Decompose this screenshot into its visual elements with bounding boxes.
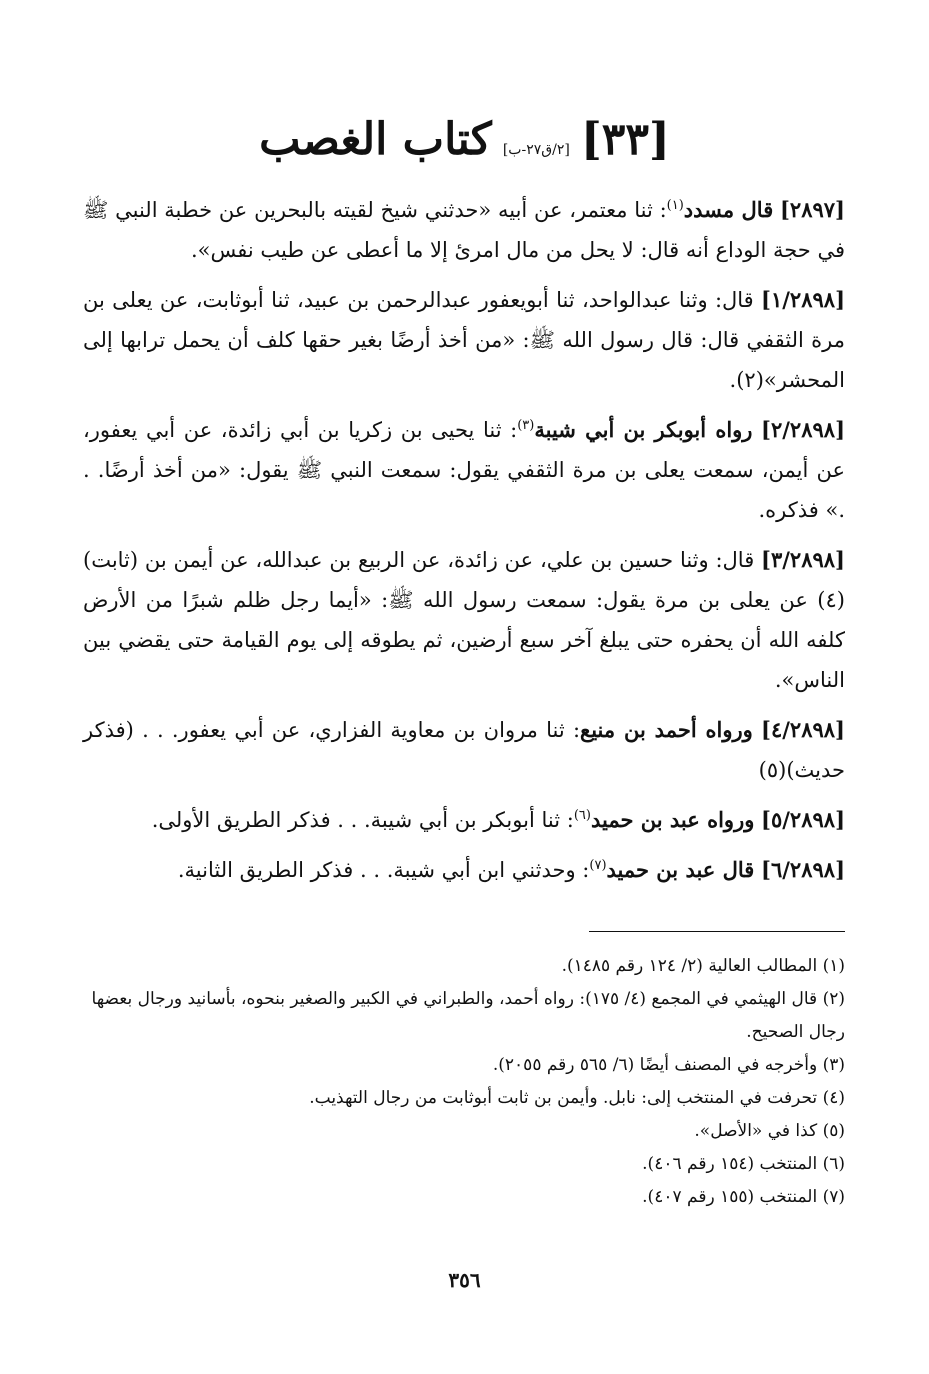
footnote-marker: (٣) [517, 418, 535, 433]
footnote-marker: (٧) [589, 858, 607, 873]
hadith-text: : ثنا أبوبكر بن أبي شيبة. . . فذكر الطريق الأولى. [151, 808, 574, 832]
hadith-paragraph [83, 540, 845, 700]
hadith-number: [٣/٢٨٩٨] [761, 547, 845, 572]
hadith-paragraph [83, 280, 845, 400]
narrator: قال عبد بن حميد [606, 857, 755, 882]
manuscript-reference: [٢/ق٢٧-ب] [502, 141, 570, 158]
narrator: رواه أبوبكر بن أبي شيبة [534, 417, 753, 442]
footnote: (٤) تحرفت في المنتخب إلى: نابل. وأيمن بن ثابت أبوثابت من رجال التهذيب. [309, 1088, 845, 1108]
hadith-text: : ثنا معتمر، عن أبيه «حدثني شيخ لقيته بالبحرين عن خطبة النبي ﷺ في حجة الوداع أنه قال: لا يحل من مال امرئ إلا ما أعطى عن طيب نفس». [83, 198, 845, 262]
hadith-text: : ثنا يحيى بن زكريا بن أبي زائدة، عن أبي يعفور، عن أيمن، سمعت يعلى بن مرة الثقفي يقول: سمعت النبي ﷺ يقول: «من أخذ أرضًا. . .» فذكره. [83, 418, 845, 522]
hadith-text: : وحدثني ابن أبي شيبة. . . فذكر الطريق الثانية. [177, 858, 590, 882]
hadith-number: [٢٨٩٧] [779, 197, 845, 222]
hadith-paragraph [83, 410, 845, 530]
page-number: ٣٥٦ [448, 1268, 481, 1292]
chapter-title: كتاب الغصب [259, 114, 492, 165]
hadith-number: [٥/٢٨٩٨] [761, 807, 845, 832]
footnote: (٦) المنتخب (١٥٤ رقم ٤٠٦). [642, 1154, 845, 1174]
footnote-marker: (١) [666, 198, 684, 213]
narrator: ورواه عبد بن حميد [590, 807, 755, 832]
hadith-number: [٦/٢٨٩٨] [761, 857, 845, 882]
footnotes [83, 950, 845, 1214]
chapter-heading [0, 114, 929, 165]
footnote: (١) المطالب العالية (٢/ ١٢٤ رقم ١٤٨٥). [561, 956, 845, 976]
hadith-paragraph [83, 850, 845, 890]
hadith-text: قال: وثنا حسين بن علي، عن زائدة، عن الربيع بن عبدالله، عن أيمن بن (ثابت)(٤) عن يعلى بن مرة يقول: سمعت رسول الله ﷺ: «أيما رجل ظلم شبرًا من الأرض كلفه الله أن يحفره حتى يبلغ آخر سبع أرضين، ثم يطوقه إلى يوم القيامة حتى يقضي بين الناس». [83, 548, 845, 692]
hadith-text: قال: وثنا عبدالواحد، ثنا أبويعفور عبدالرحمن بن عبيد، ثنا أبوثابت، عن يعلى بن مرة الثقفي قال: قال رسول الله ﷺ: «من أخذ أرضًا بغير حقها كلف أن يحمل ترابها إلى المحشر»(٢). [83, 288, 845, 392]
hadith-paragraph [83, 710, 845, 790]
hadith-text: : ثنا مروان بن معاوية الفزاري، عن أبي يعفور. . . (فذكر حديث)(٥) [83, 718, 845, 782]
hadith-paragraph [83, 800, 845, 840]
hadith-number: [١/٢٨٩٨] [761, 287, 845, 312]
hadith-number: [٢/٢٨٩٨] [761, 417, 845, 442]
chapter-number: [٣٣] [580, 114, 670, 165]
narrator: قال مسدد [683, 197, 774, 222]
footnote: (٢) قال الهيثمي في المجمع (٤/ ١٧٥): رواه أحمد، والطبراني في الكبير والصغير بنحوه، بأسانيد ورجال بعضها رجال الصحيح. [91, 989, 845, 1042]
footnote: (٥) كذا في «الأصل». [694, 1121, 845, 1141]
footnote: (٣) وأخرجه في المصنف أيضًا (٦/ ٥٦٥ رقم ٢٠٥٥). [492, 1055, 845, 1075]
hadith-number: [٤/٢٨٩٨] [761, 717, 845, 742]
footnote-divider [589, 931, 845, 932]
footnote: (٧) المنتخب (١٥٥ رقم ٤٠٧). [642, 1187, 845, 1207]
footnote-marker: (٦) [573, 808, 591, 823]
hadith-paragraph [83, 190, 845, 270]
narrator: ورواه أحمد بن منيع [580, 717, 753, 742]
hadith-body [83, 190, 845, 900]
